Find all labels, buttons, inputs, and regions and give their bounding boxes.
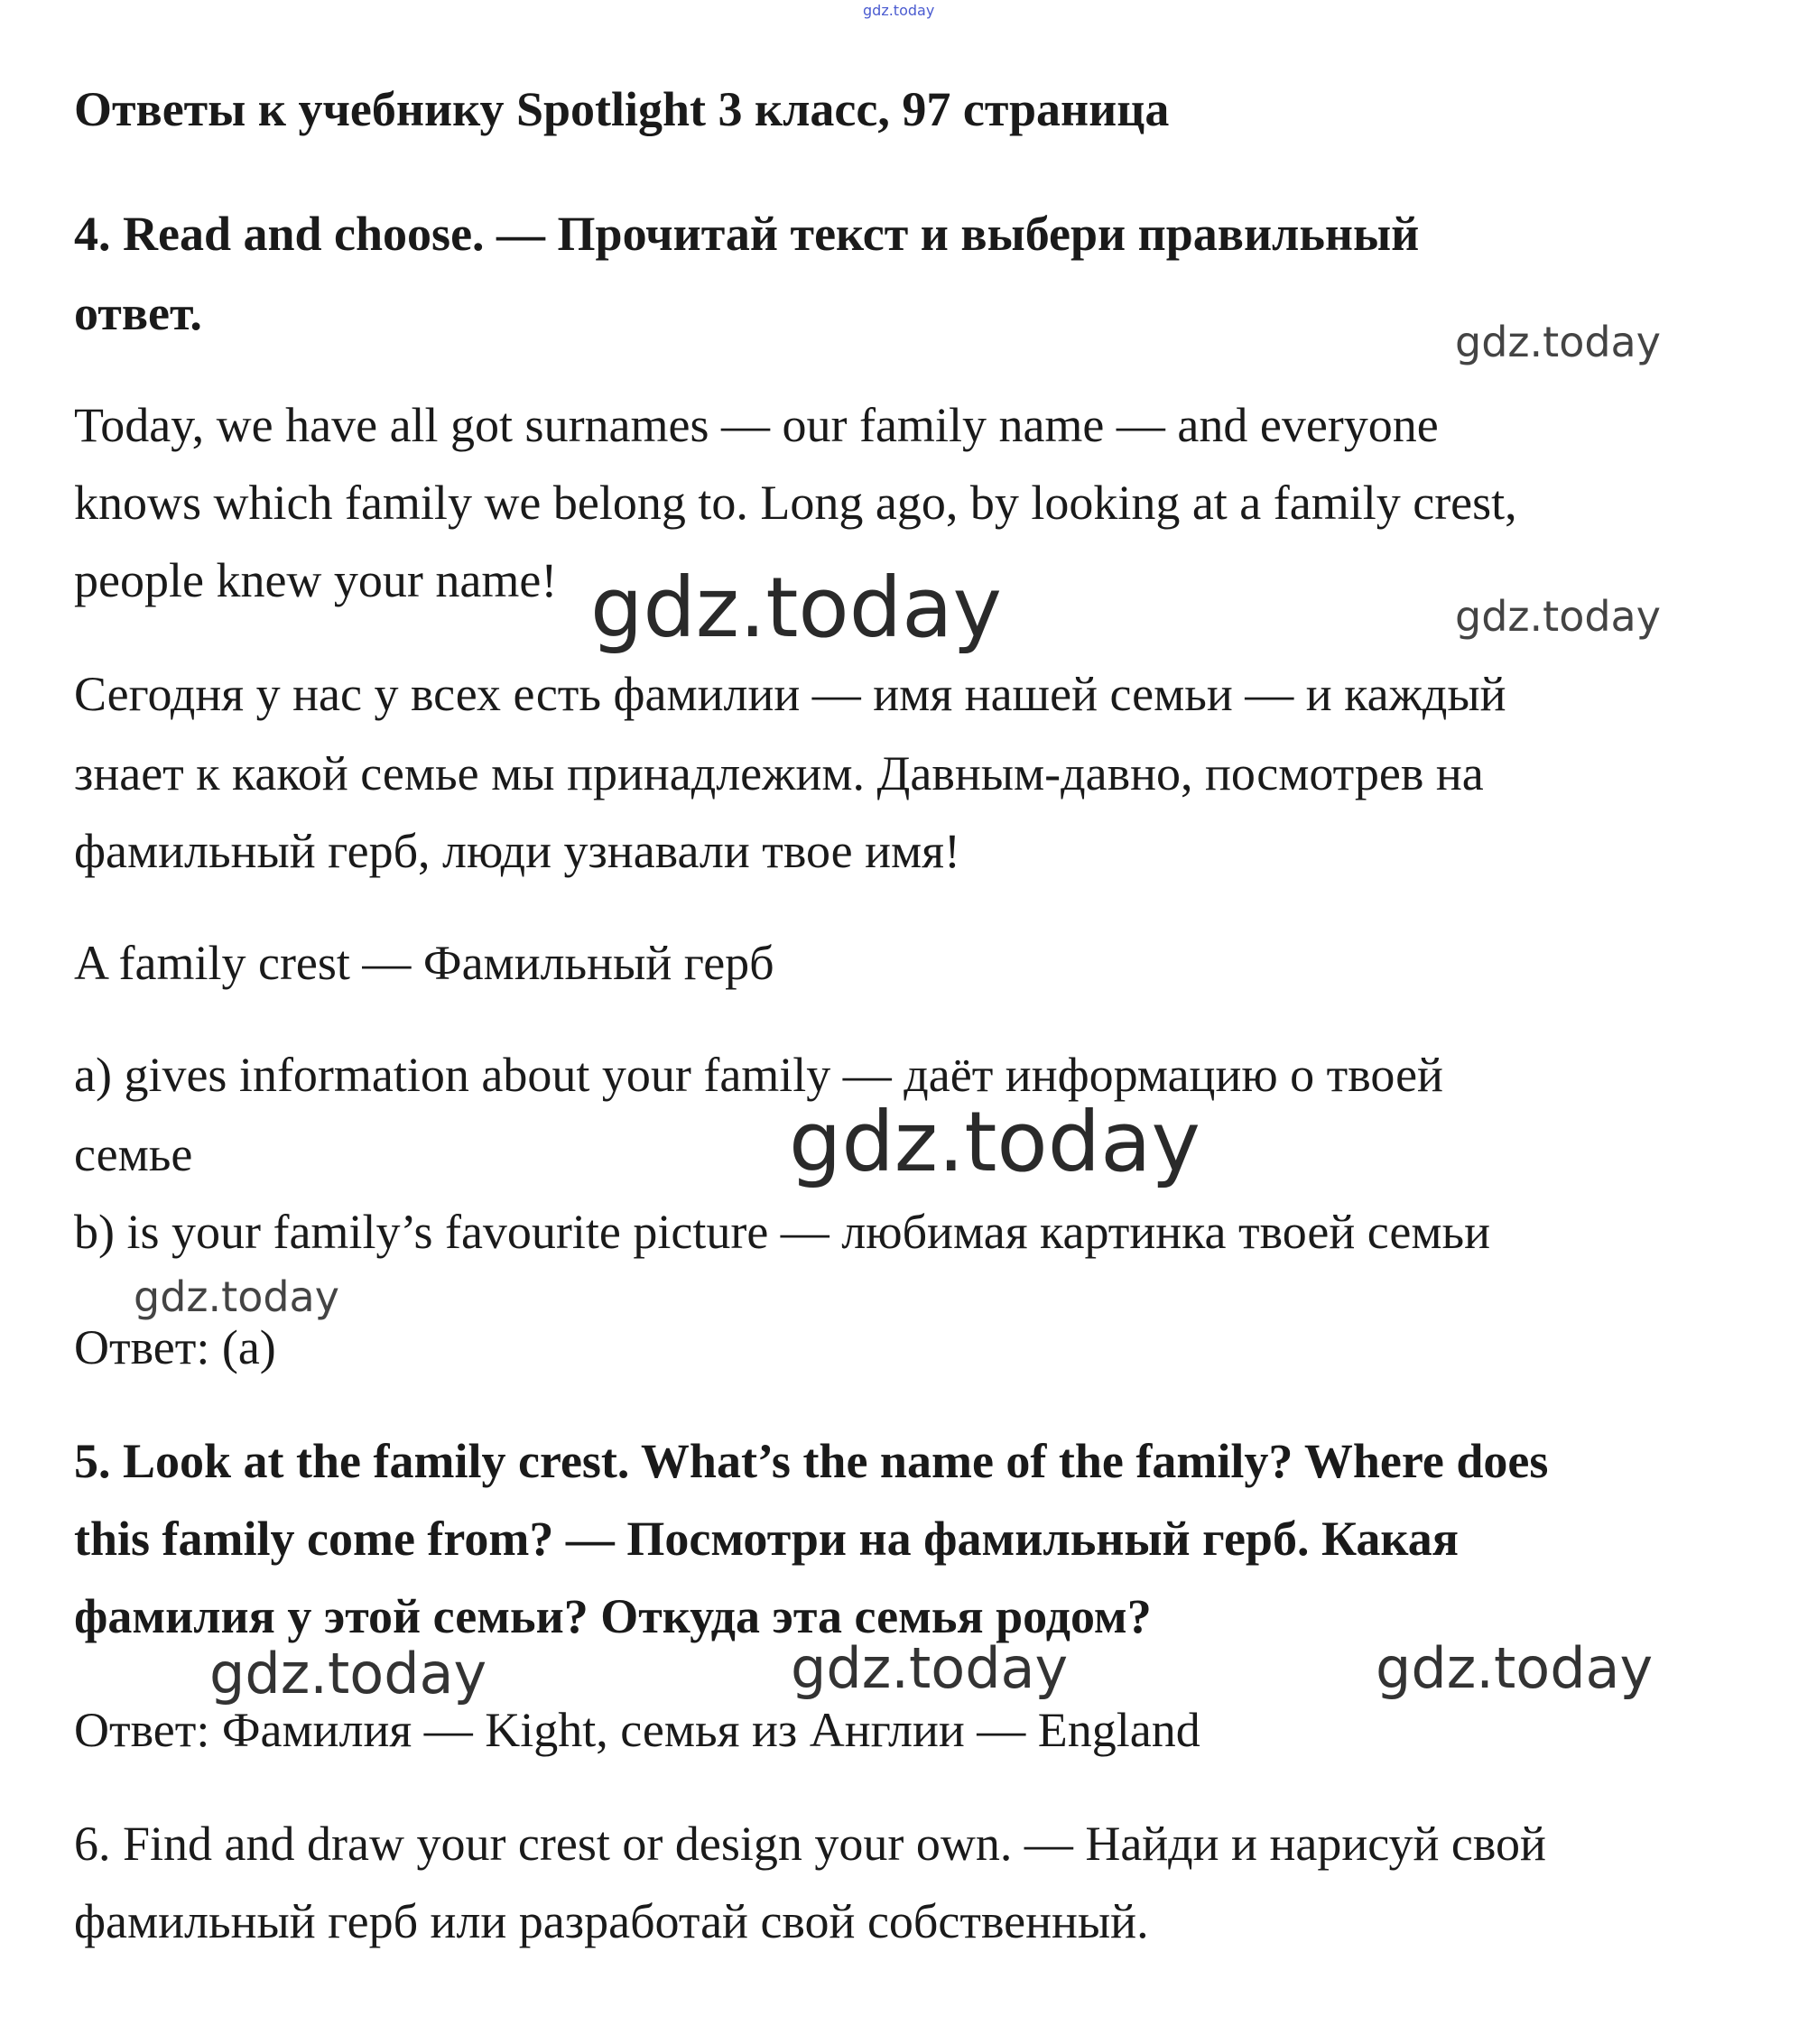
task4-text-en-line2: knows which family we belong to. Long ago, by looking at a family crest, xyxy=(74,476,1517,530)
task4-option-b: b) is your family’s favourite picture — любимая картинка твоей семьи xyxy=(74,1205,1491,1259)
watermark-right-2: gdz.today xyxy=(1455,592,1661,641)
task4-text-ru-line1: Сегодня у нас у всех есть фамилии — имя нашей семьи — и каждый xyxy=(74,667,1506,721)
watermark-row-1: gdz.today xyxy=(209,1641,487,1706)
task4-text-ru-line2: знает к какой семье мы принадлежим. Давным-давно, посмотрев на xyxy=(74,746,1484,800)
task4-prompt: A family crest — Фамильный герб xyxy=(74,936,774,990)
task4-answer: Ответ: (a) xyxy=(74,1320,276,1374)
task4-option-a-line2: семье xyxy=(74,1127,193,1181)
task5-heading-line1: 5. Look at the family crest. What’s the name of the family? Where does xyxy=(74,1434,1549,1488)
watermark-top: gdz.today xyxy=(863,2,935,19)
task6-text-line1: 6. Find and draw your crest or design your own. — Найди и нарисуй свой xyxy=(74,1817,1546,1871)
task4-heading-line1: 4. Read and choose. — Прочитай текст и выбери правильный xyxy=(74,207,1420,261)
task4-text-en-line3: people knew your name! xyxy=(74,553,558,607)
task6-text-line2: фамильный герб или разработай свой собственный. xyxy=(74,1894,1149,1948)
watermark-right-1: gdz.today xyxy=(1455,318,1661,366)
watermark-row-2: gdz.today xyxy=(791,1635,1069,1701)
page-title: Ответы к учебнику Spotlight 3 класс, 97 страница xyxy=(74,82,1170,136)
task4-heading-line2: ответ. xyxy=(74,286,202,340)
watermark-row-3: gdz.today xyxy=(1376,1635,1654,1701)
task4-text-en-line1: Today, we have all got surnames — our family name — and everyone xyxy=(74,398,1439,452)
watermark-large-1: gdz.today xyxy=(590,560,1002,656)
task4-option-a-line1: a) gives information about your family — даёт информацию о твоей xyxy=(74,1048,1443,1102)
task5-answer: Ответ: Фамилия — Kight, семья из Англии — England xyxy=(74,1703,1200,1757)
watermark-large-2: gdz.today xyxy=(789,1094,1200,1190)
task5-heading-line3: фамилия у этой семьи? Откуда эта семья родом? xyxy=(74,1589,1152,1643)
watermark-left-1: gdz.today xyxy=(134,1272,339,1321)
task4-text-ru-line3: фамильный герб, люди узнавали твое имя! xyxy=(74,824,960,878)
task5-heading-line2: this family come from? — Посмотри на фамильный герб. Какая xyxy=(74,1512,1459,1566)
